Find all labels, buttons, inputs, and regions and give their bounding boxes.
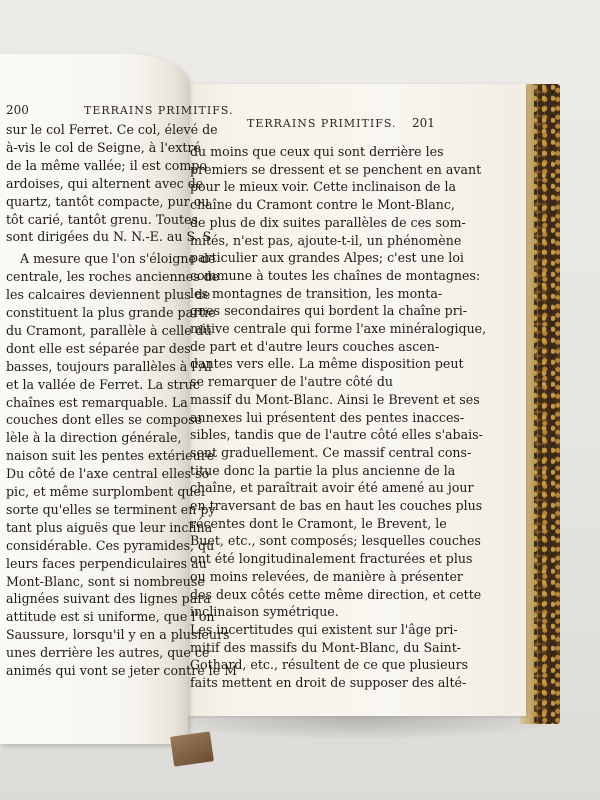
left-text-line: tant plus aiguës que leur inclina [6, 519, 213, 535]
left-text-line: de la même vallée; il est compo [6, 157, 207, 173]
right-text-line: Buet, etc., sont composés; lesquelles couches [190, 533, 481, 549]
right-text-line: sent graduellement. Ce massif central cons- [190, 444, 472, 460]
right-text-line: récentes dont le Cramont, le Brevent, le [190, 515, 447, 531]
right-text-line: dantes vers elle. La même disposition peut [190, 356, 464, 372]
left-text-line: considérable. Ces pyramides, qu [6, 537, 215, 553]
left-text-line: unes derrière les autres, que ce [6, 645, 210, 661]
left-text-line: dont elle est séparée par des [6, 340, 191, 356]
right-text-line: commune à toutes les chaînes de montagnes: [190, 267, 481, 283]
right-text-line: mitive centrale qui forme l'axe minéralogique, [190, 321, 487, 336]
right-text-line: des deux côtés cette même direction, et cette [190, 586, 482, 602]
left-text-line: chaînes est remarquable. La [6, 394, 188, 410]
left-text-line: constituent la plus grande partie [6, 305, 216, 320]
right-text-line: Gothard, etc., résultent de ce que plusieurs [190, 657, 469, 673]
left-text-line: sorte qu'elles se terminent en py [6, 501, 216, 517]
right-text-line: pour le mieux voir. Cette inclinaison de la [190, 179, 457, 195]
left-text-line: pic, et même surplombent quel [6, 484, 206, 499]
right-text-line: ont été longitudinalement fracturées et plus [190, 551, 473, 567]
right-text-line: mités, n'est pas, ajoute-t-il, un phénomène [190, 232, 462, 248]
left-text-line: les calcaires deviennent plus de [6, 287, 211, 303]
right-text-line: du moins que ceux qui sont derrière les [190, 144, 444, 159]
left-text-line: et la vallée de Ferret. La struc [6, 376, 200, 392]
left-running-head: TERRAINS PRIMITIFS. [84, 104, 234, 117]
left-text-line: sur le col Ferret. Ce col, élevé de [6, 122, 218, 137]
right-page-number: 201 [412, 116, 435, 130]
right-text-line: massif du Mont-Blanc. Ainsi le Brevent et ses [190, 391, 480, 407]
right-text-line: de plus de dix suites parallèles de ces som- [190, 214, 466, 230]
left-page-number: 200 [6, 103, 29, 117]
right-text-line: Les incertitudes qui existent sur l'âge pri- [190, 621, 458, 637]
left-text-line: A mesure que l'on s'éloigne de [20, 251, 216, 267]
right-text-line: en traversant de bas en haut les couches plus [190, 498, 483, 513]
left-text-line: sont dirigées du N. N.-E. au S. S [6, 229, 212, 245]
left-text-line: basses, toujours parallèles à l'Al [6, 358, 212, 374]
right-text-line: titue donc la partie la plus ancienne de la [190, 462, 456, 478]
right-text-line: chaîne du Cramont contre le Mont-Blanc, [190, 197, 455, 213]
right-text-line: inclinaison symétrique. [190, 604, 339, 620]
left-text-line: Du côté de l'axe central elles so [6, 466, 210, 482]
left-text-line: animés qui vont se jeter contre le M [6, 663, 238, 678]
right-text-line: ou moins relevées, de manière à présenter [190, 568, 463, 584]
left-text-line: Mont-Blanc, sont si nombreuse [6, 573, 205, 589]
left-text-line: tôt carié, tantôt grenu. Toutes [6, 211, 199, 227]
right-text-line: de part et d'autre leurs couches ascen- [190, 338, 440, 354]
left-text-line: naison suit les pentes extérieure [6, 448, 215, 464]
left-page [0, 54, 238, 744]
left-text-line: leurs faces perpendiculaires au [6, 555, 207, 571]
right-text-line: annexes lui présentent des pentes inacces- [190, 409, 465, 425]
right-text-line: sibles, tandis que de l'autre côté elles s'abais- [190, 427, 483, 443]
left-text-line: ardoises, qui alternent avec de [6, 175, 204, 191]
left-text-line: attitude est si uniforme, que l'on [6, 609, 215, 625]
left-text-line: Saussure, lorsqu'il y en a plusieurs [6, 627, 230, 643]
right-text-line: se remarquer de l'autre côté du [190, 374, 394, 390]
right-text-line: les montagnes de transition, les monta- [190, 285, 443, 301]
left-text-line: centrale, les roches anciennes de [6, 269, 220, 285]
right-running-head: TERRAINS PRIMITIFS. [247, 117, 397, 130]
left-text-line: quartz, tantôt compacte, pur ou [6, 193, 210, 209]
left-text-line: couches dont elles se compose [6, 412, 203, 428]
left-text-line: alignées suivant des lignes para [6, 591, 211, 607]
left-text-line: à-vis le col de Seigne, à l'extré [6, 139, 201, 155]
right-text-line: faits mettent en droit de supposer des alté- [190, 675, 467, 690]
right-text-line: gnes secondaires qui bordent la chaîne pri- [190, 303, 468, 319]
right-text-line: chaîne, et paraîtrait avoir été amené au jour [190, 480, 474, 496]
left-text-line: du Cramont, parallèle à celle du [6, 322, 212, 338]
left-text-line: lèle à la direction générale, [6, 430, 182, 446]
right-text-line: particulier aux grandes Alpes; c'est une loi [190, 250, 464, 266]
bookmark-ribbon [170, 731, 214, 766]
right-text-line: mitif des massifs du Mont-Blanc, du Saint- [190, 639, 462, 655]
right-text-line: premiers se dressent et se penchent en avant [190, 161, 482, 177]
